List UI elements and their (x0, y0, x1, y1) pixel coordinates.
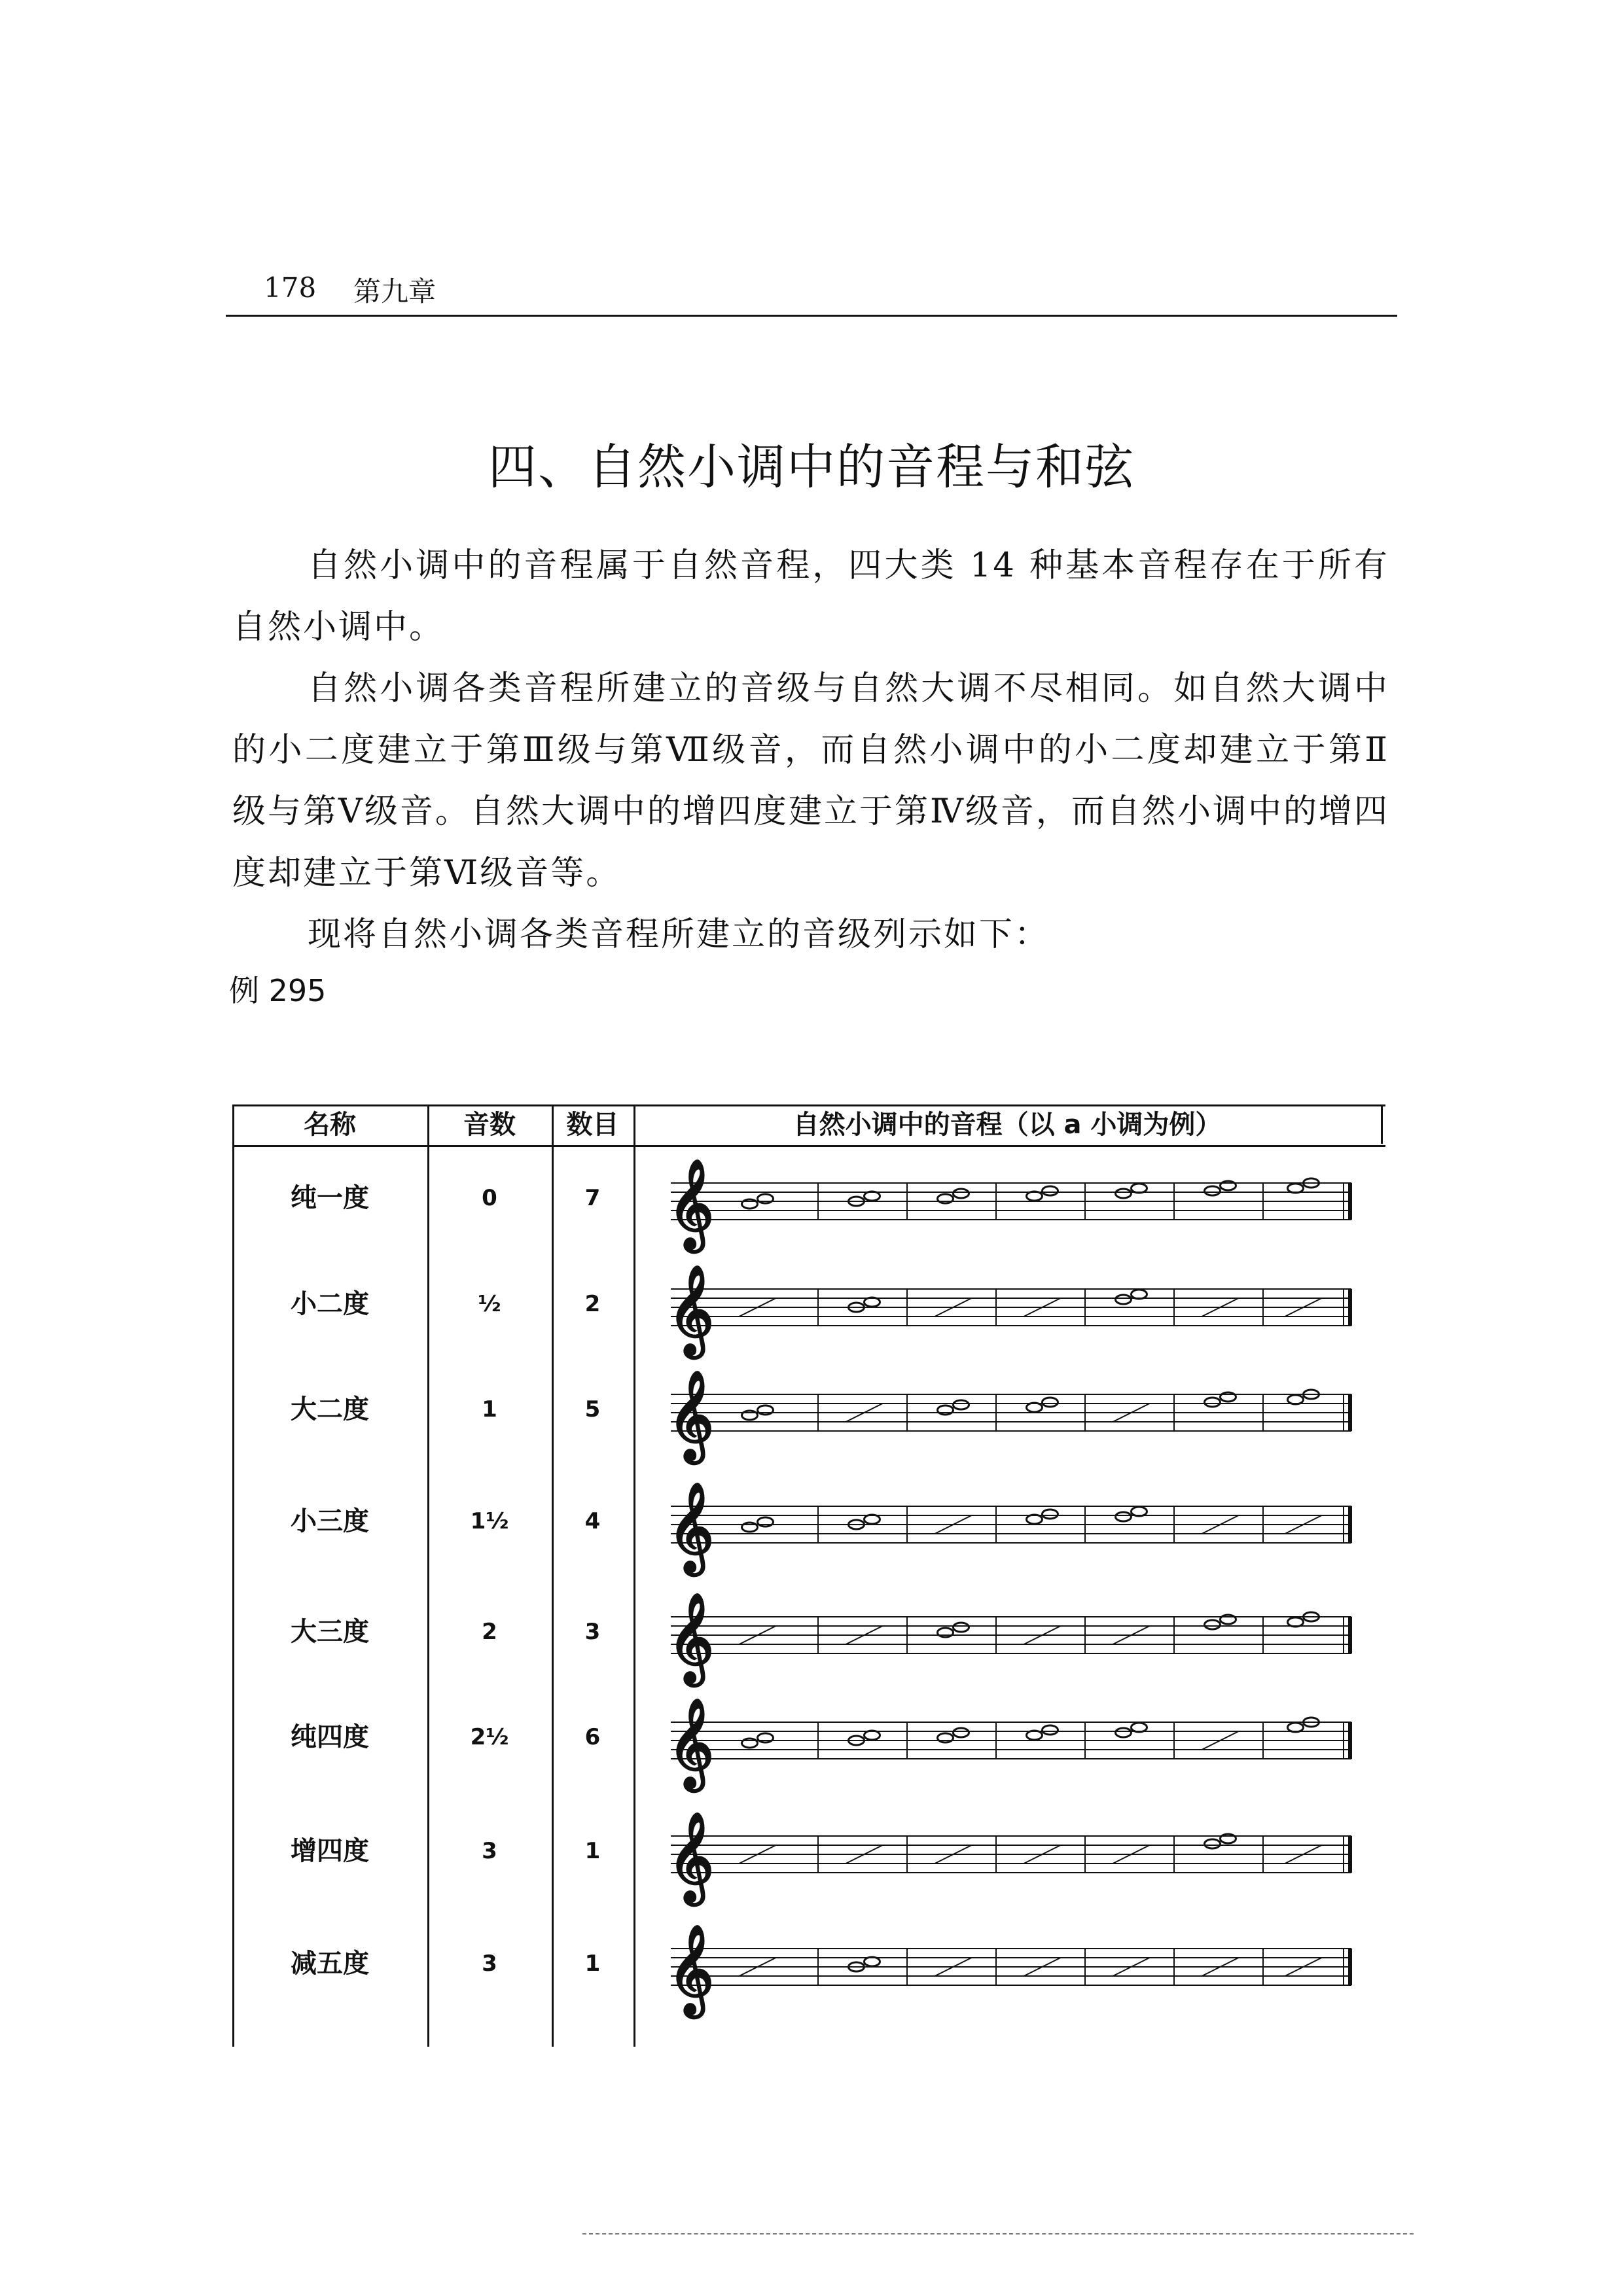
music-staff (668, 1810, 1358, 1908)
whole-note-icon (1116, 1728, 1132, 1737)
whole-note-icon (1027, 1403, 1043, 1412)
footer-rule (582, 2233, 1414, 2234)
interval-count: 1 (584, 1951, 601, 1977)
music-staff (668, 1157, 1358, 1255)
interval-tones: 0 (482, 1185, 497, 1211)
whole-note-icon (865, 1298, 880, 1307)
interval-count: 1 (584, 1838, 601, 1864)
whole-note-icon (954, 1728, 969, 1737)
whole-note-icon (1288, 1395, 1304, 1404)
table-header-border (232, 1145, 1385, 1147)
interval-name: 增四度 (291, 1836, 369, 1866)
table-left-border (232, 1104, 234, 2047)
whole-note-icon (1132, 1290, 1147, 1299)
interval-name: 减五度 (291, 1949, 369, 1979)
chapter-title: 第九章 (353, 275, 437, 308)
section-title: 四、自然小调中的音程与和弦 (488, 439, 1135, 495)
whole-note-icon (1043, 1186, 1058, 1195)
interval-count: 7 (584, 1185, 601, 1211)
page-number: 178 (264, 272, 317, 304)
table-right-border (1381, 1104, 1383, 1144)
interval-tones: 3 (482, 1951, 497, 1977)
whole-note-icon (1043, 1510, 1058, 1519)
table-column-divider (633, 1104, 635, 2047)
treble-clef-icon: 𝄞 (668, 1811, 714, 1901)
whole-note-icon (1043, 1398, 1058, 1407)
treble-clef-icon: 𝄞 (668, 1481, 714, 1572)
interval-tones: 2 (482, 1619, 497, 1645)
interval-count: 5 (584, 1396, 601, 1422)
whole-note-icon (1205, 1398, 1221, 1407)
interval-tones: 1½ (470, 1508, 509, 1534)
whole-note-icon (1132, 1507, 1147, 1516)
whole-note-icon (865, 1515, 880, 1524)
whole-note-icon (1132, 1184, 1147, 1193)
interval-count: 4 (584, 1508, 601, 1534)
treble-clef-icon: 𝄞 (668, 1924, 714, 2014)
example-label: 例 295 (229, 973, 327, 1008)
header-count: 数目 (566, 1110, 619, 1140)
table-top-border (232, 1104, 1385, 1106)
header-examples: 自然小调中的音程（以 a 小调为例） (793, 1110, 1222, 1140)
music-staff (668, 1263, 1358, 1361)
whole-note-icon (865, 1957, 880, 1966)
whole-note-icon (1043, 1725, 1058, 1735)
interval-count: 6 (584, 1724, 601, 1750)
body-text (232, 535, 1389, 966)
interval-name: 小三度 (291, 1506, 369, 1536)
whole-note-icon (1027, 1192, 1043, 1201)
interval-tones: 1 (482, 1396, 497, 1422)
interval-name: 纯一度 (291, 1183, 369, 1213)
whole-note-icon (1205, 1186, 1221, 1195)
table-column-divider (552, 1104, 554, 2047)
whole-note-icon (954, 1623, 969, 1632)
paragraph-3: 现将自然小调各类音程所建立的音级列示如下： (308, 915, 1050, 954)
whole-note-icon (1116, 1512, 1132, 1521)
whole-note-icon (1116, 1189, 1132, 1198)
interval-tones: 3 (482, 1838, 497, 1864)
whole-note-icon (1205, 1839, 1221, 1848)
interval-tones: ½ (478, 1291, 501, 1317)
whole-note-icon (865, 1731, 880, 1740)
interval-name: 大二度 (291, 1394, 369, 1424)
interval-name: 纯四度 (291, 1722, 369, 1752)
treble-clef-icon: 𝄞 (668, 1158, 714, 1248)
interval-name: 大三度 (291, 1617, 369, 1647)
treble-clef-icon: 𝄞 (668, 1369, 714, 1460)
whole-note-icon (1288, 1617, 1304, 1627)
interval-tones: 2½ (470, 1724, 509, 1750)
whole-note-icon (1205, 1620, 1221, 1629)
whole-note-icon (954, 1400, 969, 1409)
music-staff (668, 1922, 1358, 2021)
header-tones: 音数 (463, 1110, 516, 1140)
treble-clef-icon: 𝄞 (668, 1592, 714, 1682)
header-name: 名称 (304, 1110, 356, 1140)
whole-note-icon (1116, 1295, 1132, 1304)
treble-clef-icon: 𝄞 (668, 1697, 714, 1788)
interval-count: 3 (584, 1619, 601, 1645)
paragraph-1: 自然小调中的音程属于自然音程，四大类 14 种基本音程存在于所有自然小调中。 (232, 546, 1389, 646)
whole-note-icon (865, 1192, 880, 1201)
whole-note-icon (1288, 1184, 1304, 1193)
music-staff (668, 1591, 1358, 1689)
paragraph-2: 自然小调各类音程所建立的音级与自然大调不尽相同。如自然大调中的小二度建立于第Ⅲ级与第Ⅶ级音，而自然小调中的小二度却建立于第Ⅱ级与第Ⅴ级音。自然大调中的增四度建立于第Ⅳ级音，而自然小调中的增四度却建立于第Ⅵ级音等。 (232, 669, 1389, 892)
whole-note-icon (1288, 1723, 1304, 1732)
whole-note-icon (1027, 1515, 1043, 1524)
whole-note-icon (954, 1189, 969, 1198)
music-staff (668, 1696, 1358, 1794)
treble-clef-icon: 𝄞 (668, 1264, 714, 1354)
interval-name: 小二度 (291, 1289, 369, 1319)
interval-count: 2 (584, 1291, 601, 1317)
table-column-divider (427, 1104, 429, 2047)
running-header (226, 265, 1397, 317)
music-staff (668, 1368, 1358, 1466)
whole-note-icon (1132, 1723, 1147, 1732)
whole-note-icon (1027, 1731, 1043, 1740)
music-staff (668, 1480, 1358, 1578)
